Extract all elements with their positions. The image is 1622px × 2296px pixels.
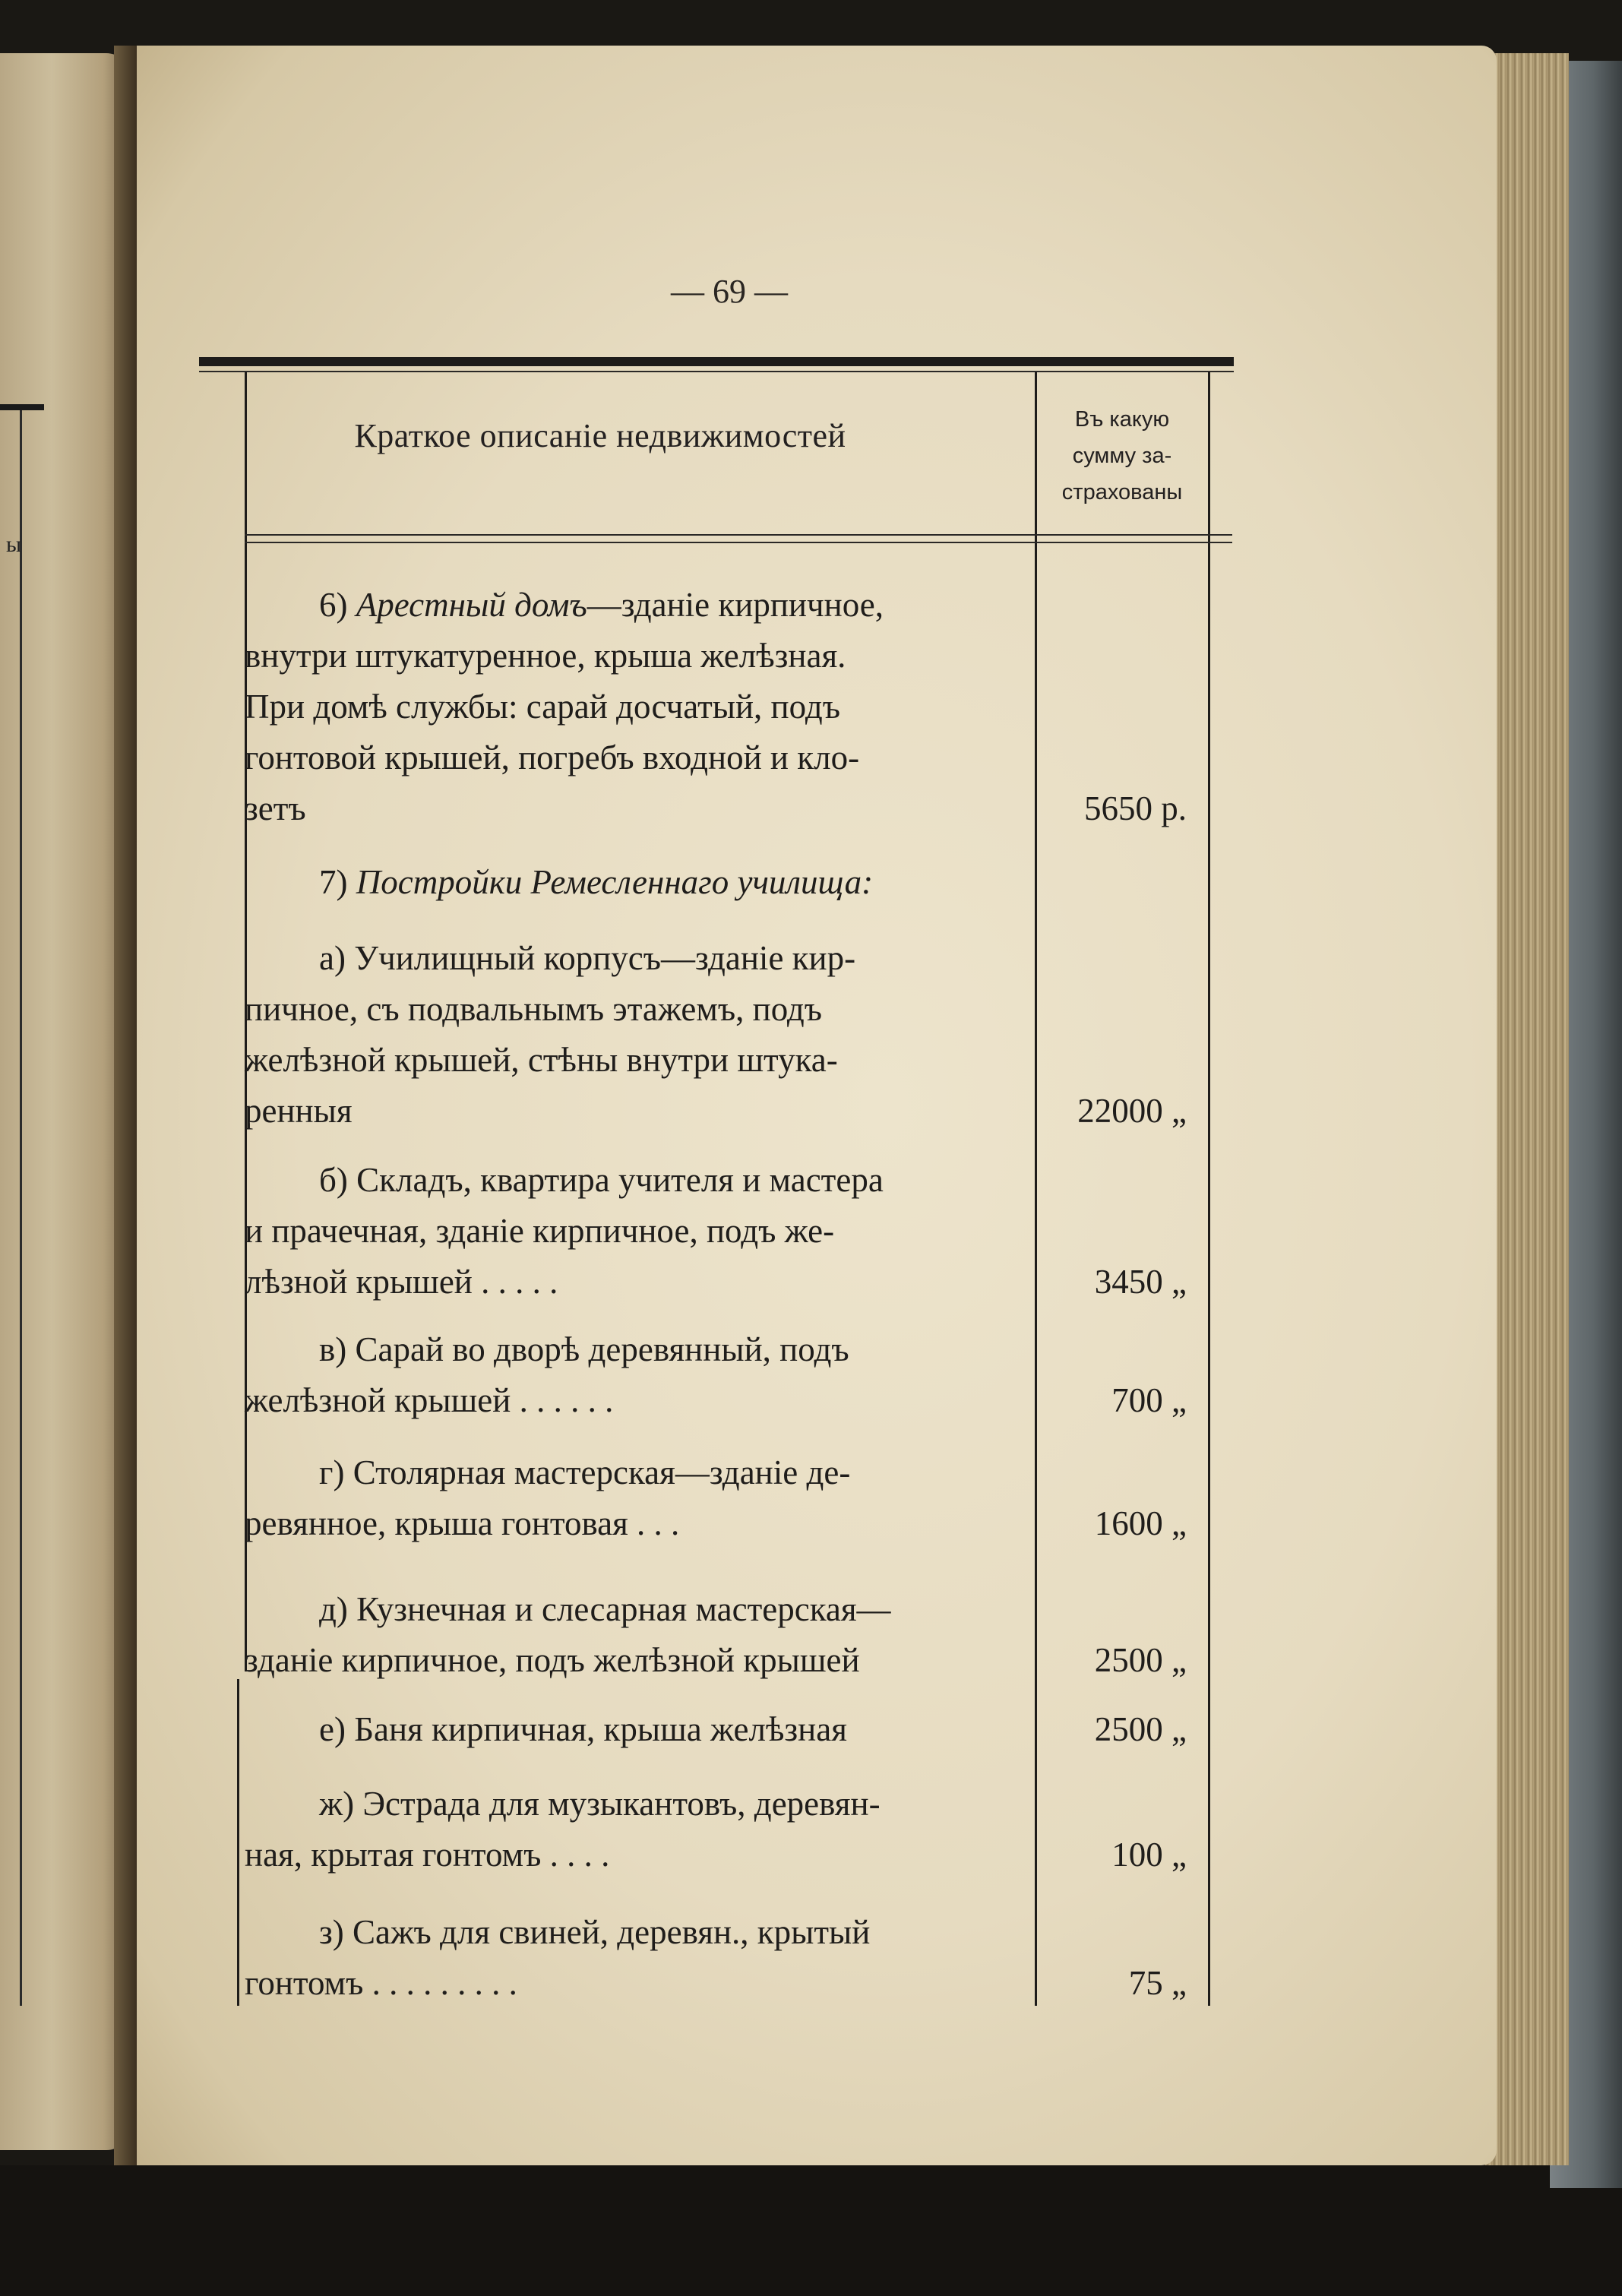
- column-header-sum-line: страхованы: [1061, 480, 1183, 504]
- entry-line: е) Баня кирпичная, крыша желѣзная: [319, 1710, 847, 1748]
- table-left-border-lower: [237, 1679, 239, 2006]
- page-edges: [1485, 53, 1569, 2165]
- entry-line: ж) Эстрада для музыкантовъ, деревян-: [319, 1785, 881, 1823]
- table-column-divider: [1035, 372, 1037, 2006]
- entry-line: ная, крытая гонтомъ . . . .: [245, 1836, 610, 1874]
- entry-italic-title: Постройки Ремесленнаго училища:: [356, 863, 874, 901]
- table-right-border: [1208, 372, 1210, 2006]
- entry-amount: 22000 „: [1077, 1092, 1187, 1130]
- page-number: — 69 —: [671, 273, 788, 310]
- header-rule-2: [245, 542, 1232, 543]
- left-page-rule: [0, 404, 44, 410]
- entry-amount: 3450 „: [1094, 1263, 1187, 1301]
- left-page-column-line: [20, 410, 22, 2006]
- entry-amount: 5650 р.: [1084, 789, 1187, 827]
- entry-line: внутри штукатуренное, крыша желѣзная.: [245, 637, 846, 675]
- column-header-sum-line: сумму за-: [1072, 444, 1172, 468]
- column-header-sum-line: Въ какую: [1074, 407, 1170, 432]
- entry-line: ревянное, крыша гонтовая . . .: [245, 1504, 680, 1542]
- entry-line: а) Училищный корпусъ—зданіе кир-: [319, 939, 856, 977]
- entry-line: гонтовой крышей, погребъ входной и кло-: [245, 738, 860, 776]
- entry-line: пичное, съ подвальнымъ этажемъ, подъ: [245, 990, 823, 1028]
- entry-line: и прачечная, зданіе кирпичное, подъ же-: [245, 1212, 835, 1250]
- column-header-sum: [1036, 401, 1208, 511]
- entry-line: 7) Постройки Ремесленнаго училища:: [319, 863, 874, 901]
- entry-line: д) Кузнечная и слесарная мастерская—: [319, 1590, 891, 1628]
- entry-amount: 2500 „: [1094, 1710, 1187, 1748]
- entry-line: желѣзной крышей . . . . . .: [245, 1381, 614, 1419]
- entry-line: в) Сарай во дворѣ деревянный, подъ: [319, 1330, 849, 1368]
- entry-line: г) Столярная мастерская—зданіе де-: [319, 1453, 851, 1491]
- background: [0, 2165, 1622, 2296]
- entry-amount: 1600 „: [1094, 1504, 1187, 1542]
- entry-amount: 100 „: [1111, 1836, 1187, 1874]
- entry-line: зданіе кирпичное, подъ желѣзной крышей: [245, 1641, 860, 1679]
- entry-line: 6) Арестный домъ—зданіе кирпичное,: [319, 586, 884, 624]
- entry-line: гонтомъ . . . . . . . . .: [245, 1964, 517, 2002]
- entry-line: При домѣ службы: сарай досчатый, подъ: [245, 688, 841, 726]
- table-top-rule: [199, 357, 1234, 366]
- entry-amount: 2500 „: [1094, 1641, 1187, 1679]
- header-rule-1: [245, 534, 1232, 536]
- left-page: [0, 53, 129, 2150]
- entry-amount: 700 „: [1111, 1381, 1187, 1419]
- entry-line: з) Сажъ для свиней, деревян., крытый: [319, 1913, 871, 1951]
- entry-line: лѣзной крышей . . . . .: [245, 1263, 558, 1301]
- table-top-rule-thin: [199, 371, 1234, 372]
- entry-line: желѣзной крышей, стѣны внутри штука-: [245, 1041, 838, 1079]
- entry-line: зетъ: [245, 789, 306, 827]
- entry-line: б) Складъ, квартира учителя и мастера: [319, 1161, 884, 1199]
- column-header-description: Краткое описаніе недвижимостей: [354, 417, 846, 454]
- entry-amount: 75 „: [1128, 1964, 1187, 2002]
- entry-line-rest: —зданіе кирпичное,: [587, 586, 884, 624]
- entry-italic-title: Арестный домъ: [356, 586, 587, 624]
- entry-line: ренныя: [245, 1092, 353, 1130]
- left-page-fragment: ы: [6, 532, 22, 557]
